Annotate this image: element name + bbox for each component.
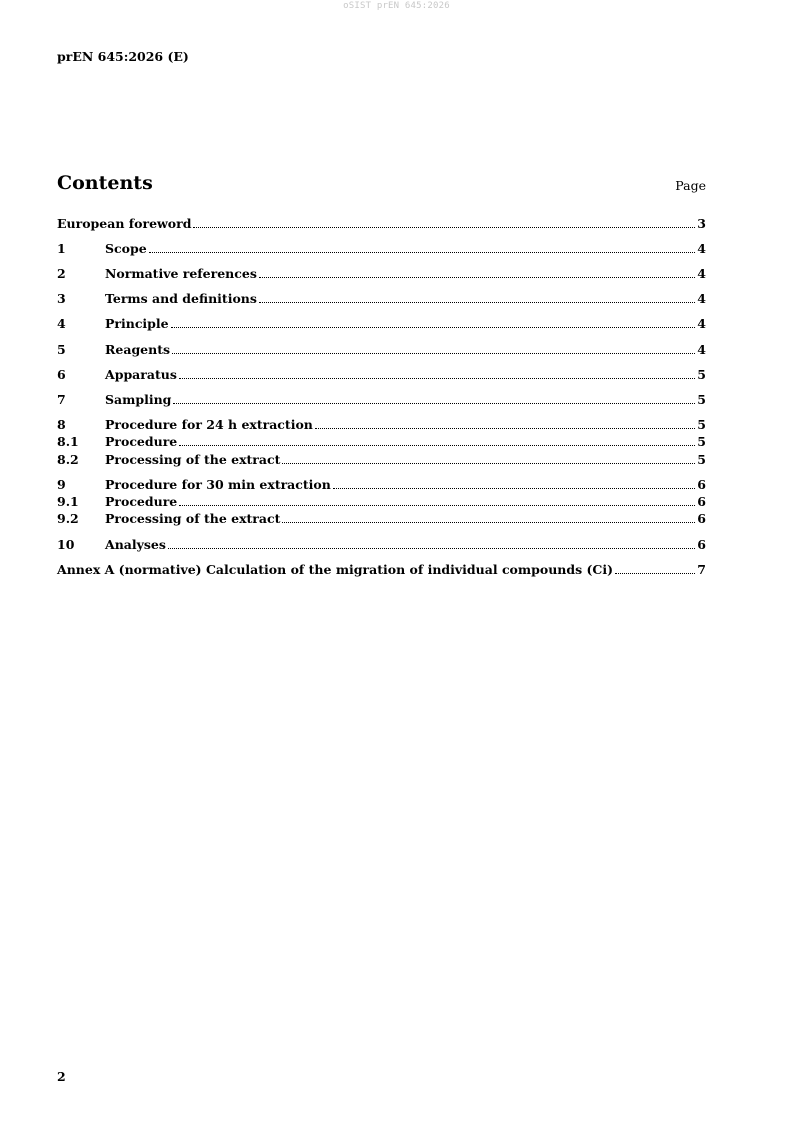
toc-entry-8-1[interactable] xyxy=(57,434,706,450)
toc-leader-dots xyxy=(282,522,695,523)
toc-entry-annex-a[interactable] xyxy=(57,562,706,578)
toc-entry-title: Normative references xyxy=(105,266,257,281)
toc-leader-dots xyxy=(315,428,695,429)
toc-entry-title: Procedure xyxy=(105,494,178,509)
toc-entry-page: 5 xyxy=(697,434,706,449)
toc-leader-dots xyxy=(282,463,695,464)
toc-entry-2[interactable] xyxy=(57,266,706,282)
toc-entry-title: Apparatus xyxy=(105,367,177,382)
toc-entry-number: 10 xyxy=(57,537,75,552)
toc-entry-3[interactable] xyxy=(57,291,706,307)
toc-entry-title: Annex A (normative) Calculation of the migration of individual compounds (Ci) xyxy=(57,562,614,577)
toc-entry-1[interactable] xyxy=(57,241,706,257)
toc-entry-page: 6 xyxy=(697,477,706,492)
toc-entry-title: Procedure for 24 h extraction xyxy=(105,417,313,432)
toc-leader-dots xyxy=(193,227,695,228)
toc-entry-title: Processing of the extract xyxy=(105,511,281,526)
toc-entry-title: Procedure for 30 min extraction xyxy=(105,477,331,492)
toc-entry-7[interactable] xyxy=(57,392,706,408)
toc-leader-dots xyxy=(168,548,695,549)
toc-entry-title: Sampling xyxy=(105,392,172,407)
toc-leader-dots xyxy=(259,277,695,278)
toc-entry-number: 5 xyxy=(57,342,66,357)
toc-entry-8-2[interactable] xyxy=(57,452,706,468)
toc-entry-page: 5 xyxy=(697,367,706,382)
toc-entry-number: 8 xyxy=(57,417,66,432)
toc-entry-page: 6 xyxy=(697,511,706,526)
toc-entry-10[interactable] xyxy=(57,537,706,553)
toc-entry-number: 6 xyxy=(57,367,66,382)
toc-entry-number: 9.2 xyxy=(57,511,79,526)
toc-entry-page: 5 xyxy=(697,452,706,467)
toc-entry-page: 4 xyxy=(697,266,706,281)
toc-entry-number: 9.1 xyxy=(57,494,79,509)
toc-leader-dots xyxy=(171,327,696,328)
toc-leader-dots xyxy=(149,252,696,253)
toc-entry-title: Procedure xyxy=(105,434,178,449)
page-number: 2 xyxy=(57,1069,66,1084)
toc-leader-dots xyxy=(179,505,695,506)
toc-leader-dots xyxy=(173,403,695,404)
toc-entry-page: 4 xyxy=(697,342,706,357)
toc-leader-dots xyxy=(333,488,695,489)
watermark-text: oSIST prEN 645:2026 xyxy=(343,1,450,11)
toc-leader-dots xyxy=(172,353,695,354)
toc-entry-number: 2 xyxy=(57,266,66,281)
toc-leader-dots xyxy=(179,378,695,379)
toc-entry-page: 6 xyxy=(697,494,706,509)
toc-entry-number: 8.1 xyxy=(57,434,79,449)
toc-entry-title: Scope xyxy=(105,241,147,256)
toc-entry-number: 4 xyxy=(57,316,66,331)
toc-entry-page: 6 xyxy=(697,537,706,552)
toc-leader-dots xyxy=(179,445,695,446)
toc-entry-6[interactable] xyxy=(57,367,706,383)
toc-entry-title: Processing of the extract xyxy=(105,452,281,467)
toc-entry-page: 5 xyxy=(697,392,706,407)
page-column-label: Page xyxy=(675,178,706,193)
toc-entry-number: 1 xyxy=(57,241,66,256)
toc-entry-title: Analyses xyxy=(105,537,166,552)
toc-entry-page: 4 xyxy=(697,316,706,331)
toc-entry-page: 3 xyxy=(697,216,706,231)
toc-entry-number: 7 xyxy=(57,392,66,407)
toc-entry-title: Reagents xyxy=(105,342,171,357)
toc-entry-title: Terms and definitions xyxy=(105,291,257,306)
toc-entry-8[interactable] xyxy=(57,417,706,433)
toc-entry-european-foreword[interactable] xyxy=(57,216,706,232)
toc-entry-4[interactable] xyxy=(57,316,706,332)
toc-entry-number: 9 xyxy=(57,477,66,492)
toc-leader-dots xyxy=(615,573,695,574)
toc-entry-title: European foreword xyxy=(57,216,192,231)
toc-entry-9[interactable] xyxy=(57,477,706,493)
toc-entry-page: 4 xyxy=(697,241,706,256)
toc-entry-page: 4 xyxy=(697,291,706,306)
document-id: prEN 645:2026 (E) xyxy=(57,49,189,64)
contents-heading xyxy=(57,172,706,198)
toc-entry-9-1[interactable] xyxy=(57,494,706,510)
toc-entry-9-2[interactable] xyxy=(57,511,706,527)
contents-title: Contents xyxy=(57,172,153,194)
toc-entry-5[interactable] xyxy=(57,342,706,358)
toc-entry-number: 8.2 xyxy=(57,452,79,467)
toc-entry-page: 5 xyxy=(697,417,706,432)
toc-entry-title: Principle xyxy=(105,316,169,331)
toc-entry-number: 3 xyxy=(57,291,66,306)
toc-leader-dots xyxy=(259,302,695,303)
toc-entry-page: 7 xyxy=(697,562,706,577)
